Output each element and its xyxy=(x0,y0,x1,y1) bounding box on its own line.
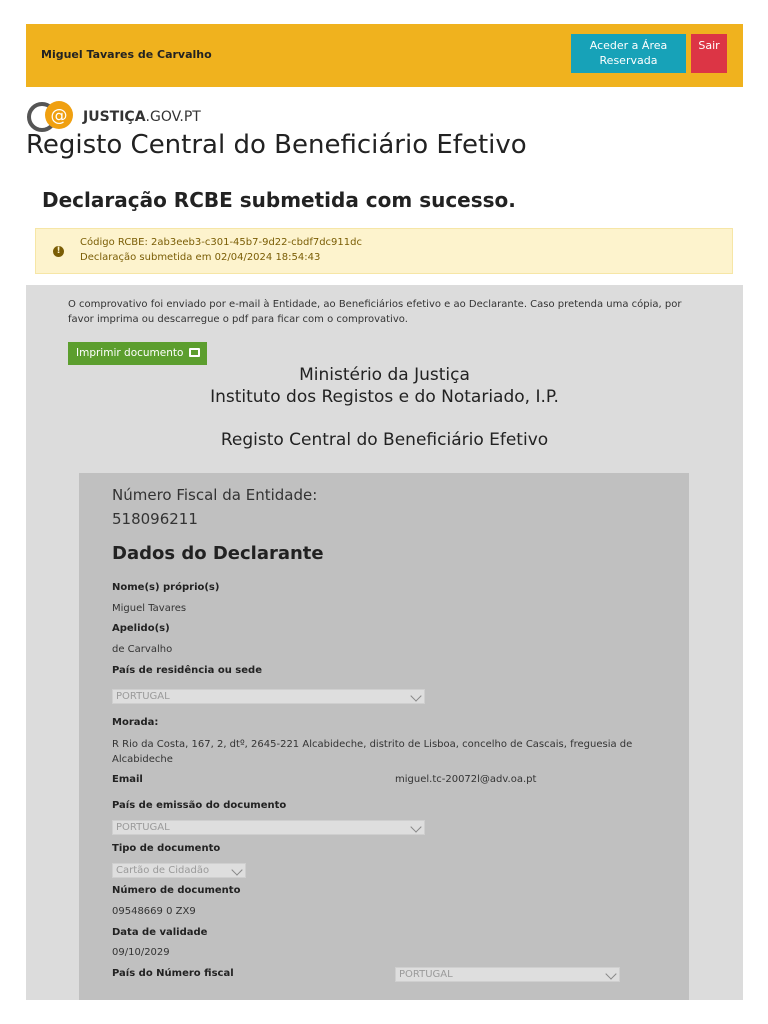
justica-logo[interactable] xyxy=(26,100,226,134)
email-value: miguel.tc-20072l@adv.oa.pt xyxy=(395,774,537,785)
submission-date: Declaração submetida em 02/04/2024 18:54:43 xyxy=(80,252,321,263)
logo-brand-bold: JUSTIÇA xyxy=(83,109,146,125)
chevron-down-icon xyxy=(231,864,242,875)
surnames-value: de Carvalho xyxy=(112,644,173,655)
user-name: Miguel Tavares de Carvalho xyxy=(41,48,212,61)
info-icon: ! xyxy=(53,246,64,257)
tax-country-select[interactable] xyxy=(395,967,620,982)
doc-country-value: PORTUGAL xyxy=(116,822,170,833)
doc-country-select[interactable] xyxy=(112,820,425,835)
doc-type-value: Cartão de Cidadão xyxy=(116,865,210,876)
print-document-button[interactable] xyxy=(68,342,207,365)
doc-type-select[interactable] xyxy=(112,863,246,878)
surnames-label: Apelido(s) xyxy=(112,623,170,634)
entity-nif-value: 518096211 xyxy=(112,510,198,528)
address-value: R Rio da Costa, 167, 2, dtº, 2645-221 Alcabideche, distrito de Lisboa, concelho de Cascais, freguesia de Alcabideche xyxy=(112,739,633,765)
tax-country-label: País do Número fiscal xyxy=(112,968,234,979)
chevron-down-icon xyxy=(410,690,421,701)
success-title: Declaração RCBE submetida com sucesso. xyxy=(42,188,516,212)
tax-country-value: PORTUGAL xyxy=(399,969,453,980)
print-button-label: Imprimir documento xyxy=(76,347,184,359)
chevron-down-icon xyxy=(605,968,616,979)
entity-nif-label: Número Fiscal da Entidade: xyxy=(112,486,318,504)
residence-country-value: PORTUGAL xyxy=(116,691,170,702)
institute-title: Instituto dos Registos e do Notariado, I.P. xyxy=(210,387,559,407)
validity-label: Data de validade xyxy=(112,927,208,938)
logo-brand-rest: .GOV.PT xyxy=(145,109,201,125)
logout-button[interactable]: Sair xyxy=(691,34,727,73)
printer-icon xyxy=(189,348,200,357)
page-title: Registo Central do Beneficiário Efetivo xyxy=(26,130,527,160)
registry-title: Registo Central do Beneficiário Efetivo xyxy=(220,430,549,450)
doc-country-label: País de emissão do documento xyxy=(112,800,287,811)
doc-number-label: Número de documento xyxy=(112,885,241,896)
rcbe-code: Código RCBE: 2ab3eeb3-c301-45b7-9d22-cbdf7dc911dc xyxy=(80,237,362,248)
ministry-title: Ministério da Justiça xyxy=(299,365,470,385)
declarant-data-box xyxy=(79,473,689,1000)
validity-value: 09/10/2029 xyxy=(112,947,170,958)
svg-text:@: @ xyxy=(50,106,68,126)
top-bar xyxy=(26,24,743,87)
first-names-label: Nome(s) próprio(s) xyxy=(112,582,220,593)
first-names-value: Miguel Tavares xyxy=(112,603,187,614)
email-label: Email xyxy=(112,774,143,785)
residence-country-label: País de residência ou sede xyxy=(112,665,262,676)
reserved-area-button[interactable]: Aceder a Área Reservada xyxy=(571,34,686,73)
logo-text xyxy=(83,109,201,125)
declarant-section-title: Dados do Declarante xyxy=(112,543,324,564)
chevron-down-icon xyxy=(410,821,421,832)
residence-country-select[interactable] xyxy=(112,689,425,704)
submission-alert xyxy=(35,228,733,274)
receipt-panel xyxy=(26,285,743,1000)
logo-mark-icon xyxy=(26,100,78,134)
address-label: Morada: xyxy=(112,717,159,728)
receipt-notice: O comprovativo foi enviado por e-mail à Entidade, ao Beneficiários efetivo e ao Declarante. Caso pretenda uma cópia, por favor imprima ou descarregue o pdf para ficar com o comprovativo. xyxy=(68,299,682,325)
doc-type-label: Tipo de documento xyxy=(112,843,221,854)
doc-number-value: 09548669 0 ZX9 xyxy=(112,906,196,917)
